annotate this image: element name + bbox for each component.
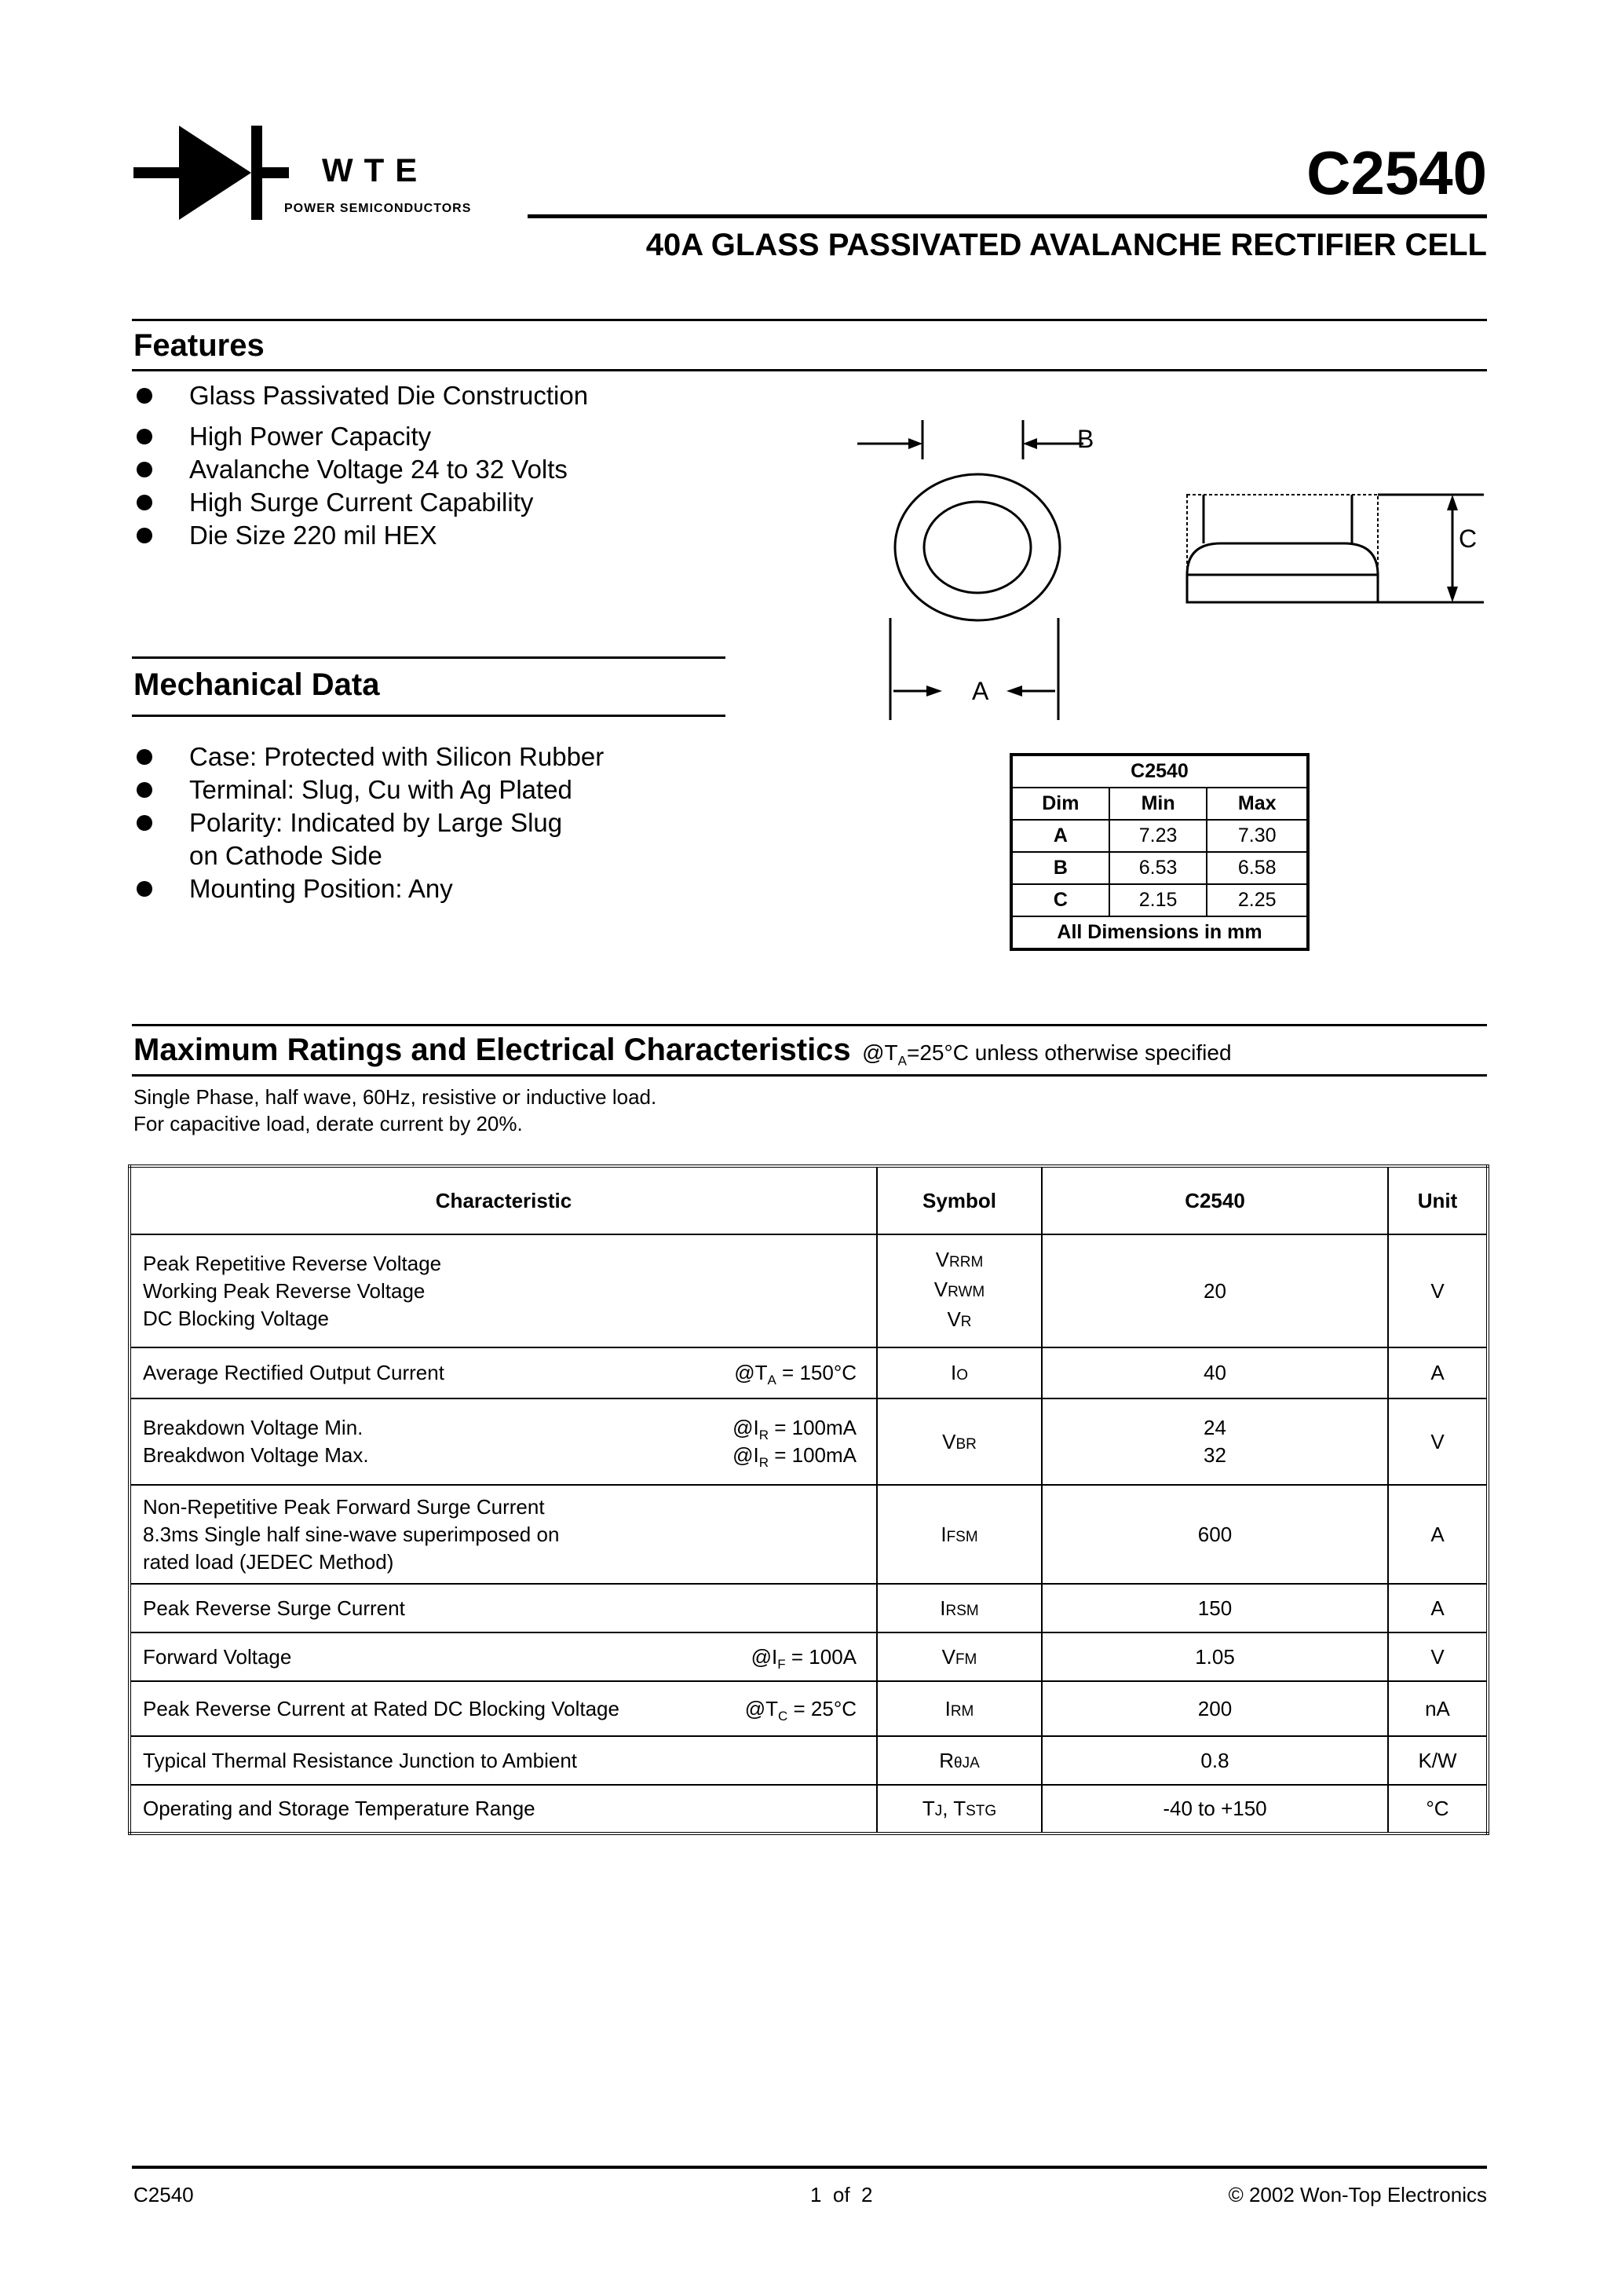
value-text: 40 — [1204, 1361, 1226, 1384]
side-view — [1187, 495, 1378, 602]
table-row: A 7.23 7.30 — [1011, 820, 1308, 852]
characteristic-text: Breakdown Voltage Min. $@I_R = 100mA$ — [143, 1414, 876, 1442]
value-text: 150 — [1197, 1596, 1233, 1620]
bullet-icon — [137, 462, 152, 477]
test-condition: $@T_A = 150^\circ C$ — [734, 1361, 857, 1388]
characteristic-cell — [130, 1785, 877, 1834]
dimensions-table — [1010, 753, 1310, 951]
table-row — [130, 1485, 1488, 1584]
table-row: C 2.15 2.25 — [1011, 884, 1308, 916]
bullet-icon — [137, 528, 152, 543]
list-item: Polarity: Indicated by Large Slug — [132, 806, 604, 839]
characteristic-cell — [130, 1584, 877, 1632]
symbol-cell — [877, 1234, 1042, 1347]
table-row — [130, 1681, 1488, 1736]
value-cell — [1042, 1485, 1388, 1584]
bullet-icon — [137, 881, 152, 897]
wte-logo — [133, 122, 495, 224]
col-header-characteristic: Characteristic — [130, 1166, 877, 1234]
table-row — [130, 1347, 1488, 1398]
symbol-cell — [877, 1347, 1042, 1398]
test-condition: $@I_F = 100A$ — [751, 1644, 857, 1672]
characteristic-text: DC Blocking Voltage — [143, 1306, 330, 1330]
symbol-text: TJ, — [922, 1797, 954, 1820]
symbol-text: VRRM — [935, 1248, 984, 1271]
footer-left: C2540 — [133, 2183, 194, 2206]
features-top-rule — [132, 319, 1487, 321]
characteristic-text: 8.3ms Single half sine-wave superimposed on — [143, 1522, 560, 1546]
ratings-condition: $@T_A=25^\circ C$ unless otherwise specified — [862, 1040, 1232, 1069]
dim-header: Min — [1109, 788, 1207, 820]
features-title: Features — [133, 328, 265, 363]
symbol-cell — [877, 1736, 1042, 1785]
characteristic-text: Working Peak Reverse Voltage — [143, 1278, 426, 1303]
dim-label-c: C — [1459, 525, 1478, 553]
unit-cell: A — [1388, 1584, 1488, 1632]
ratings-title: Maximum Ratings and Electrical Characteristics — [133, 1033, 851, 1067]
symbol-text: TSTG — [953, 1797, 997, 1820]
list-item: Case: Protected with Silicon Rubber — [132, 740, 604, 773]
symbol-text: VRWM — [933, 1278, 985, 1301]
value-cell — [1042, 1584, 1388, 1632]
symbol-text: VBR — [942, 1429, 977, 1453]
unit-cell: V — [1388, 1632, 1488, 1681]
list-item: Mounting Position: Any — [132, 872, 604, 905]
symbol-text: IRM — [944, 1696, 974, 1720]
characteristic-cell — [130, 1398, 877, 1485]
bullet-icon — [137, 429, 152, 444]
unit-cell: A — [1388, 1485, 1488, 1584]
ratings-table — [128, 1164, 1489, 1835]
test-condition: $@T_C = 25^\circ C$ — [744, 1696, 857, 1724]
unit-cell: nA — [1388, 1681, 1488, 1736]
characteristic-cell — [130, 1347, 877, 1398]
characteristic-text: Forward Voltage $@I_F = 100A$ — [143, 1643, 876, 1671]
characteristic-text: Breakdwon Voltage Max. $@I_R = 100mA$ — [143, 1442, 876, 1469]
symbol-cell — [877, 1485, 1042, 1584]
value-cell — [1042, 1347, 1388, 1398]
symbol-text: VR — [947, 1307, 972, 1331]
value-text: 0.8 — [1200, 1748, 1229, 1772]
list-item: Glass Passivated Die Construction — [132, 379, 588, 412]
table-row — [130, 1584, 1488, 1632]
test-condition: $@I_R = 100mA$ — [732, 1416, 857, 1443]
ratings-bottom-rule — [132, 1074, 1487, 1077]
value-cell — [1042, 1681, 1388, 1736]
characteristic-text: rated load (JEDEC Method) — [143, 1549, 394, 1574]
symbol-text: VFM — [941, 1644, 977, 1669]
characteristic-text: Peak Reverse Current at Rated DC Blocking Voltage $@T_C = 25^\circ C$ — [143, 1695, 876, 1723]
diode-logo-icon — [133, 122, 290, 224]
mechanical-bottom-rule — [132, 715, 725, 717]
value-text: 24 — [1204, 1416, 1226, 1439]
footer-page-number: 1 of 2 — [810, 2183, 873, 2206]
bullet-icon — [137, 815, 152, 831]
list-item: Avalanche Voltage 24 to 32 Volts — [132, 453, 588, 486]
col-header-value: C2540 — [1042, 1166, 1388, 1234]
characteristic-text: Typical Thermal Resistance Junction to Ambient — [143, 1748, 578, 1772]
characteristic-text: Non-Repetitive Peak Forward Surge Current — [143, 1494, 545, 1519]
list-item: Die Size 220 mil HEX — [132, 519, 588, 552]
value-text: 32 — [1204, 1443, 1226, 1467]
characteristic-cell — [130, 1485, 877, 1584]
value-text: 600 — [1197, 1522, 1233, 1546]
symbol-cell — [877, 1398, 1042, 1485]
table-row — [130, 1632, 1488, 1681]
list-item: High Power Capacity — [132, 420, 588, 453]
value-cell — [1042, 1632, 1388, 1681]
test-condition: $@I_R = 100mA$ — [732, 1443, 857, 1471]
symbol-cell — [877, 1632, 1042, 1681]
table-row: B 6.53 6.58 — [1011, 852, 1308, 884]
symbol-cell — [877, 1584, 1042, 1632]
symbol-cell — [877, 1785, 1042, 1834]
characteristic-text: Peak Repetitive Reverse Voltage — [143, 1251, 442, 1275]
col-header-symbol: Symbol — [877, 1166, 1042, 1234]
part-number: C2540 — [1306, 138, 1487, 207]
symbol-text: IFSM — [941, 1522, 978, 1546]
dimension-b — [857, 420, 1083, 459]
characteristic-cell — [130, 1736, 877, 1785]
package-outline-diagram — [848, 412, 1492, 726]
value-cell — [1042, 1785, 1388, 1834]
dim-header: Max — [1207, 788, 1308, 820]
bullet-icon — [137, 749, 152, 765]
dim-header: Dim — [1011, 788, 1109, 820]
value-text: 1.05 — [1195, 1644, 1235, 1669]
mechanical-top-rule — [132, 656, 725, 659]
value-cell — [1042, 1234, 1388, 1347]
ratings-note-1: Single Phase, half wave, 60Hz, resistive or inductive load. — [133, 1085, 657, 1109]
unit-cell: A — [1388, 1347, 1488, 1398]
value-cell — [1042, 1398, 1388, 1485]
table-row — [130, 1785, 1488, 1834]
top-view — [895, 474, 1060, 620]
dim-label-a: A — [972, 677, 989, 705]
unit-cell: °C — [1388, 1785, 1488, 1834]
dim-table-title: C2540 — [1011, 755, 1308, 788]
bullet-icon — [137, 388, 152, 404]
characteristic-cell — [130, 1681, 877, 1736]
list-item: High Surge Current Capability — [132, 486, 588, 519]
footer-copyright: © 2002 Won-Top Electronics — [1228, 2183, 1487, 2206]
list-item: on Cathode Side — [189, 841, 382, 870]
footer-rule — [132, 2166, 1487, 2169]
table-row — [130, 1398, 1488, 1485]
col-header-unit: Unit — [1388, 1166, 1488, 1234]
header-rule — [528, 214, 1487, 218]
bullet-icon — [137, 495, 152, 510]
ratings-note-2: For capacitive load, derate current by 20%. — [133, 1112, 523, 1135]
value-text: 20 — [1204, 1278, 1226, 1303]
features-list — [132, 379, 588, 552]
characteristic-text: Average Rectified Output Current $@T_A = 150^\circ C$ — [143, 1359, 876, 1387]
ratings-top-rule — [132, 1024, 1487, 1026]
unit-cell: V — [1388, 1398, 1488, 1485]
symbol-cell — [877, 1681, 1042, 1736]
mechanical-list — [132, 740, 604, 905]
symbol-text: IRSM — [940, 1596, 979, 1620]
logo-text: WTE — [322, 152, 429, 188]
unit-cell: V — [1388, 1234, 1488, 1347]
value-cell — [1042, 1736, 1388, 1785]
table-row — [130, 1736, 1488, 1785]
bullet-icon — [137, 782, 152, 798]
page-subtitle: 40A GLASS PASSIVATED AVALANCHE RECTIFIER CELL — [645, 228, 1487, 262]
ratings-heading — [133, 1033, 1232, 1069]
characteristic-text: Peak Reverse Surge Current — [143, 1596, 405, 1620]
unit-cell: K/W — [1388, 1736, 1488, 1785]
dim-label-b: B — [1077, 425, 1094, 453]
logo-subtext: POWER SEMICONDUCTORS — [284, 202, 472, 215]
list-item: Terminal: Slug, Cu with Ag Plated — [132, 773, 604, 806]
mechanical-title: Mechanical Data — [133, 667, 380, 702]
value-text: -40 to +150 — [1163, 1797, 1267, 1820]
value-text: 200 — [1197, 1696, 1233, 1720]
symbol-text: IO — [950, 1361, 968, 1384]
symbol-text: RθJA — [939, 1748, 980, 1772]
table-row — [130, 1234, 1488, 1347]
features-bottom-rule — [132, 369, 1487, 371]
characteristic-text: Operating and Storage Temperature Range — [143, 1797, 535, 1820]
characteristic-cell — [130, 1234, 877, 1347]
characteristic-cell — [130, 1632, 877, 1681]
dim-table-footer: All Dimensions in mm — [1011, 916, 1308, 949]
